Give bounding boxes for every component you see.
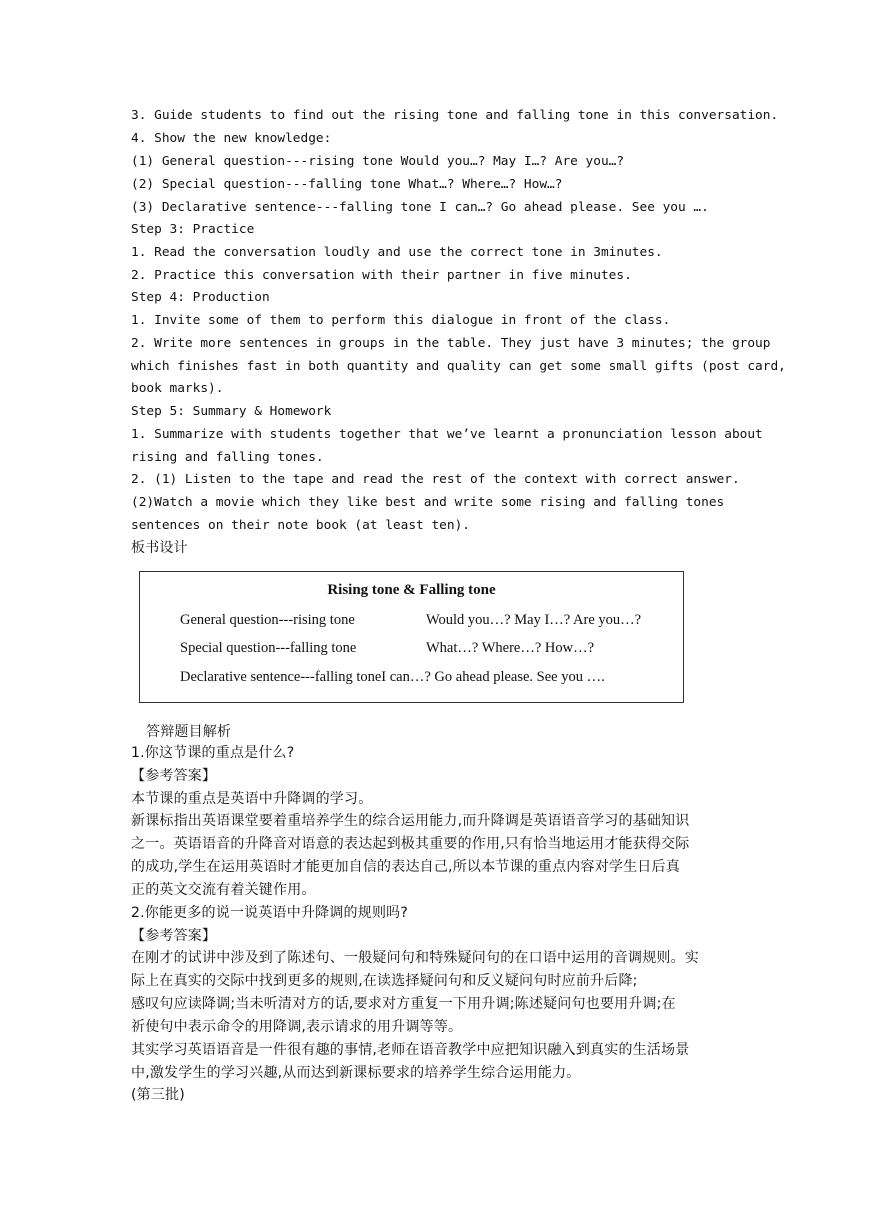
text-line: (1) General question---rising tone Would you…? May I…? Are you…? <box>131 154 625 169</box>
board-row-left: Declarative sentence---falling toneI can…? Go ahead please. See you …. <box>180 669 605 685</box>
question: 1.你这节课的重点是什么? <box>131 745 295 761</box>
text-line: 3. Guide students to find out the rising tone and falling tone in this conversation. <box>131 108 779 123</box>
answer-line: 中,激发学生的学习兴趣,从而达到新课标要求的培养学生综合运用能力。 <box>131 1065 581 1081</box>
text-line: which finishes fast in both quantity and quality can get some small gifts (post card, <box>131 359 786 374</box>
text-line: (2)Watch a movie which they like best and write some rising and falling tones <box>131 495 725 510</box>
board-row-left: General question---rising tone <box>180 612 355 628</box>
answer-line: 的成功,学生在运用英语时才能更加自信的表达自己,所以本节课的重点内容对学生日后真 <box>131 859 680 875</box>
text-line: sentences on their note book (at least ten). <box>131 518 470 533</box>
answer-line: 之一。英语语音的升降音对语意的表达起到极其重要的作用,只有恰当地运用才能获得交际 <box>131 836 690 852</box>
answer-line: 新课标指出英语课堂要着重培养学生的综合运用能力,而升降调是英语语音学习的基础知识 <box>131 813 690 829</box>
text-line: 1. Read the conversation loudly and use the correct tone in 3minutes. <box>131 245 663 260</box>
text-line: (3) Declarative sentence---falling tone I can…? Go ahead please. See you …. <box>131 200 709 215</box>
blackboard-design-box <box>139 571 684 703</box>
answer-line: 际上在真实的交际中找到更多的规则,在读选择疑问句和反义疑问句时应前升后降; <box>131 973 638 989</box>
answer-label: 【参考答案】 <box>131 928 217 944</box>
text-line: (2) Special question---falling tone What…? Where…? How…? <box>131 177 563 192</box>
board-row-left: Special question---falling tone <box>180 640 357 656</box>
section-heading: Step 3: Practice <box>131 222 255 237</box>
text-line: book marks). <box>131 381 224 396</box>
text-line: rising and falling tones. <box>131 450 324 465</box>
answer-line: 正的英文交流有着关键作用。 <box>131 882 316 898</box>
batch-note: (第三批) <box>131 1087 185 1103</box>
text-line: 2. (1) Listen to the tape and read the rest of the context with correct answer. <box>131 472 740 487</box>
board-title: Rising tone & Falling tone <box>327 582 496 598</box>
board-design-heading: 板书设计 <box>131 540 188 556</box>
answer-line: 本节课的重点是英语中升降调的学习。 <box>131 791 373 807</box>
section-heading: Step 4: Production <box>131 290 270 305</box>
text-line: 1. Summarize with students together that we’ve learnt a pronunciation lesson about <box>131 427 763 442</box>
answer-line: 感叹句应读降调;当未听清对方的话,要求对方重复一下用升调;陈述疑问句也要用升调;在 <box>131 996 676 1012</box>
text-line: 2. Practice this conversation with their partner in five minutes. <box>131 268 632 283</box>
answer-line: 其实学习英语语音是一件很有趣的事情,老师在语音教学中应把知识融入到真实的生活场景 <box>131 1042 690 1058</box>
qa-section-title: 答辩题目解析 <box>146 724 232 740</box>
section-heading: Step 5: Summary & Homework <box>131 404 332 419</box>
board-row-right: Would you…? May I…? Are you…? <box>426 612 642 628</box>
text-line: 1. Invite some of them to perform this dialogue in front of the class. <box>131 313 671 328</box>
answer-line: 在刚才的试讲中涉及到了陈述句、一般疑问句和特殊疑问句的在口语中运用的音调规则。实 <box>131 950 699 966</box>
question: 2.你能更多的说一说英语中升降调的规则吗? <box>131 905 408 921</box>
text-line: 2. Write more sentences in groups in the table. They just have 3 minutes; the group <box>131 336 771 351</box>
answer-label: 【参考答案】 <box>131 768 217 784</box>
answer-line: 祈使句中表示命令的用降调,表示请求的用升调等等。 <box>131 1019 463 1035</box>
board-row-right: What…? Where…? How…? <box>426 640 595 656</box>
text-line: 4. Show the new knowledge: <box>131 131 332 146</box>
